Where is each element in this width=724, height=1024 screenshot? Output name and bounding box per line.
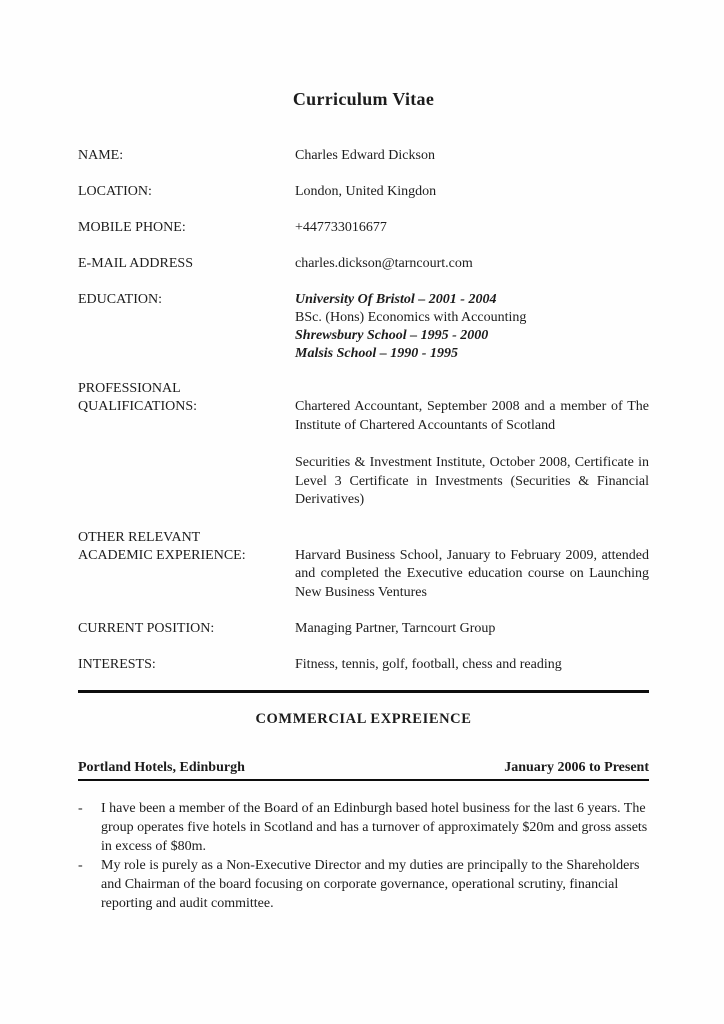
education-entries [295,291,649,363]
field-label-name: NAME: [78,148,124,163]
field-value-location: London, United Kingdon [295,184,437,199]
field-label-line: QUALIFICATIONS: [78,399,197,414]
education-entry: Shrewsbury School – 1995 - 2000 [295,328,489,343]
bullet-text: My role is purely as a Non-Executive Director and my duties are principally to the Shareholders and Chairman of the board focusing on corporate governance, operational scrutiny, financial reporting and audit committee. [101,858,640,911]
field-row-academic-experience [78,529,649,603]
field-row-current-position [78,620,649,638]
bullet-dash-marker: - [78,858,83,873]
education-entry: University Of Bristol – 2001 - 2004 [295,292,497,307]
field-label-location: LOCATION: [78,184,152,199]
field-row-location [78,183,649,201]
employment-header [78,759,649,781]
field-label-education: EDUCATION: [78,292,162,307]
commercial-experience-heading: COMMERCIAL EXPREIENCE [255,711,472,727]
qualification-paragraph: Securities & Investment Institute, October 2008, Certificate in Level 3 Certificate in Investments (Securities & Financial Derivatives) [295,455,649,507]
field-row-professional-qualifications [78,380,649,510]
professional-qualifications-value [295,380,649,510]
experience-bullet-list [78,799,649,913]
field-label-line: PROFESSIONAL [78,381,181,396]
field-value-mobile-phone: +447733016677 [295,220,387,235]
education-entry: BSc. (Hons) Economics with Accounting [295,310,527,325]
field-label-professional-qualifications [78,380,295,416]
field-row-name [78,147,649,165]
field-label-interests: INTERESTS: [78,657,156,672]
field-row-mobile-phone [78,219,649,237]
bullet-dash-marker: - [78,801,83,816]
field-value-current-position: Managing Partner, Tarncourt Group [295,621,496,636]
field-label-line: ACADEMIC EXPERIENCE: [78,547,246,563]
field-label-line: OTHER RELEVANT [78,529,201,545]
field-value-name: Charles Edward Dickson [295,148,435,163]
experience-bullet [78,799,649,856]
qualification-paragraph: Chartered Accountant, September 2008 and a member of The Institute of Chartered Accountants of Scotland [295,399,649,433]
bullet-text: I have been a member of the Board of an Edinburgh based hotel business for the last 6 years. The group operates five hotels in Scotland and has a turnover of approximately $20m and gross assets in excess of $80m. [101,801,648,854]
employment-period: January 2006 to Present [504,760,649,775]
experience-bullet [78,856,649,913]
field-value-email: charles.dickson@tarncourt.com [295,256,473,271]
document-title: Curriculum Vitae [292,89,435,109]
field-value-interests: Fitness, tennis, golf, football, chess and reading [295,657,562,672]
field-row-email [78,255,649,273]
field-label-email: E-MAIL ADDRESS [78,256,193,271]
education-entry: Malsis School – 1990 - 1995 [295,346,458,361]
field-row-education [78,291,649,363]
section-divider [78,690,649,693]
academic-experience-paragraph: Harvard Business School, January to February 2009, attended and completed the Executive education course on Launching New Business Ventures [295,547,649,600]
academic-experience-value [295,529,649,603]
field-label-current-position: CURRENT POSITION: [78,621,215,636]
field-row-interests [78,656,649,674]
field-label-academic-experience [78,529,295,565]
field-label-mobile-phone: MOBILE PHONE: [78,220,186,235]
employer-name: Portland Hotels, Edinburgh [78,760,245,775]
